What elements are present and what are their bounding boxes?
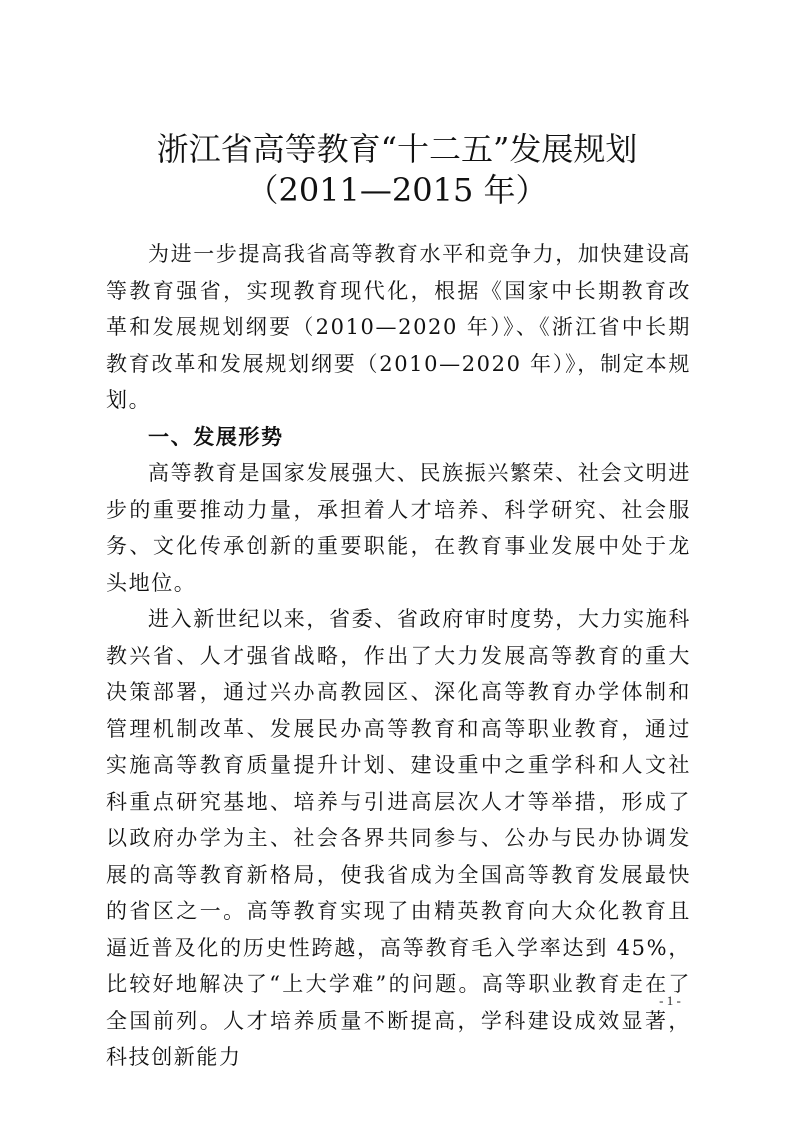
body-paragraph: 高等教育是国家发展强大、民族振兴繁荣、社会文明进步的重要推动力量，承担着人才培养、科学研究、社会服务、文化传承创新的重要职能，在教育事业发展中处于龙头地位。: [106, 461, 691, 595]
body-paragraph: 进入新世纪以来，省委、省政府审时度势，大力实施科教兴省、人才强省战略，作出了大力发展高等教育的重大决策部署，通过兴办高教园区、深化高等教育办学体制和管理机制改革、发展民办高等教育和高等职业教育，通过实施高等教育质量提升计划、建设重中之重学科和人文社科重点研究基地、培养与引进高层次人才等举措，形成了以政府办学为主、社会各界共同参与、公办与民办协调发展的高等教育新格局，使我省成为全国高等教育发展最快的省区之一。高等教育实现了由精英教育向大众化教育且逼近普及化的历史性跨越，高等教育毛入学率达到 45%，比较好地解决了“上大学难”的问题。高等职业教育走在了全国前列。人才培养质量不断提高，学科建设成效显著，科技创新能力: [106, 607, 691, 1069]
document-title-years: （2011—2015 年）: [246, 171, 548, 209]
document-body: [106, 236, 691, 1076]
page-number: - 1 -: [659, 993, 681, 1008]
document-title: 浙江省高等教育“十二五”发展规划: [156, 130, 638, 168]
intro-paragraph: 为进一步提高我省高等教育水平和竞争力，加快建设高等教育强省，实现教育现代化，根据《国家中长期教育改革和发展规划纲要（2010—2020 年）》、《浙江省中长期教育改革和发展规划纲要（2010—2020 年）》，制定本规划。: [106, 242, 691, 412]
section-heading-development-situation: 一、发展形势: [148, 424, 284, 449]
